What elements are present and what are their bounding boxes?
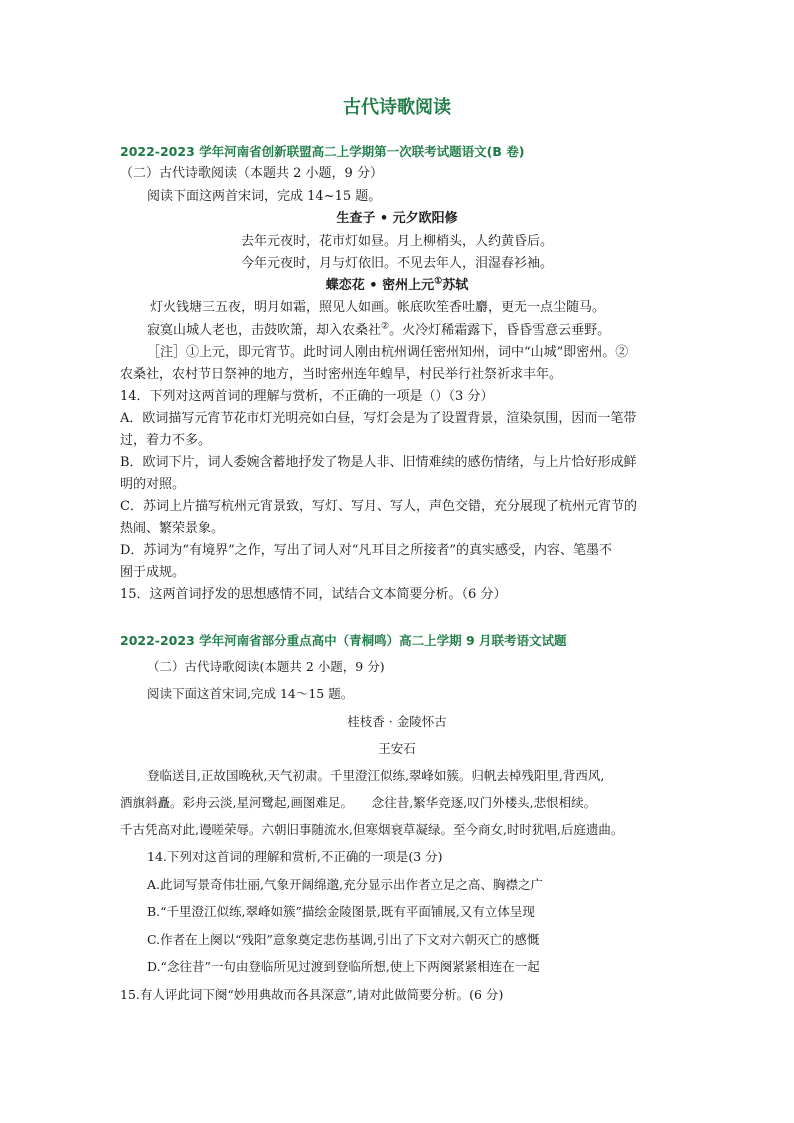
option-line: 囿于成规。 bbox=[120, 565, 186, 580]
option-a: A.此词写景奇伟壮丽,气象开阔绵邈,充分显示出作者立足之高、胸襟之广 bbox=[147, 877, 543, 892]
option-b: B.“千里澄江似练,翠峰如簇”描绘金陵图景,既有平面铺展,又有立体呈现 bbox=[147, 904, 535, 919]
section2-instruction: 阅读下面这首宋词,完成 14～15 题。 bbox=[147, 686, 354, 701]
section1-instruction: 阅读下面这两首宋词，完成 14~15 题。 bbox=[147, 189, 382, 204]
poem2-line-2 bbox=[147, 321, 610, 341]
option-c: C.作者在上阕以“残阳”意象奠定悲伤基调,引出了下文对六朝灭亡的感慨 bbox=[147, 932, 540, 947]
option-line: 热闹、繁荣景象。 bbox=[120, 521, 225, 536]
option-line: C．苏词上片描写杭州元宵景致，写灯、写月、写人，声色交错，充分展现了杭州元宵节的 bbox=[120, 499, 637, 514]
poem2-title bbox=[0, 276, 794, 296]
section2-source: 2022-2023 学年河南省部分重点高中（青桐鸣）高二上学期 9 月联考语文试题 bbox=[120, 633, 567, 648]
footnote-mark: ② bbox=[381, 321, 390, 332]
option-line: B．欧词下片，词人委婉含蓄地抒发了物是人非、旧情难续的感伤情绪，与上片恰好形成鲜 bbox=[120, 455, 637, 470]
poem2-line-2-rest: 。火冷灯稀霜露下，昏昏雪意云垂野。 bbox=[389, 323, 611, 338]
section1-heading: （二）古代诗歌阅读（本题共 2 小题，9 分） bbox=[120, 166, 383, 181]
page-title: 古代诗歌阅读 bbox=[343, 97, 451, 118]
option-line: A．欧词描写元宵节花市灯光明亮如白昼，写灯会是为了设置背景，渲染氛围，因而一笔带 bbox=[120, 411, 637, 426]
poem1-line-1: 去年元夜时，花市灯如昼。月上柳梢头，人约黄昏后。 bbox=[240, 234, 553, 249]
q15-stem: 15．这两首词抒发的思想感情不同，试结合文本简要分析。（6 分） bbox=[120, 587, 507, 602]
poem3-line-2: 酒旗斜矗。彩舟云淡,星河鹭起,画图难足。 念往昔,繁华竞逐,叹门外楼头,悲恨相续。 bbox=[120, 795, 597, 810]
poem3-line-1: 登临送目,正故国晚秋,天气初肃。千里澄江似练,翠峰如簇。归帆去棹残阳里,背西风, bbox=[147, 768, 605, 783]
q14-stem-2: 14.下列对这首词的理解和赏析,不正确的一项是(3 分) bbox=[147, 849, 443, 864]
poem2-author: 苏轼 bbox=[442, 278, 469, 293]
option-d: D.“念往昔”一句由登临所见过渡到登临所想,使上下两阕紧紧相连在一起 bbox=[147, 959, 540, 974]
poem2-line-2-text: 寂寞山城人老也，击鼓吹箫，却入农桑社 bbox=[147, 323, 382, 338]
poem2-title-text: 蝶恋花 • 密州上元 bbox=[325, 278, 435, 293]
note-line-2: 农桑社，农村节日祭神的地方，当时密州连年蝗旱，村民举行社祭祈求丰年。 bbox=[120, 367, 563, 382]
section1-source: 2022-2023 学年河南省创新联盟高二上学期第一次联考试题语文(B 卷) bbox=[120, 144, 525, 159]
note-line-1: ［注］①上元，即元宵节。此时词人刚由杭州调任密州知州，词中“山城”即密州。② bbox=[147, 345, 629, 360]
poem3-line-3: 千古凭高对此,谩嗟荣辱。六朝旧事随流水,但寒烟衰草凝绿。至今商女,时时犹唱,后庭遗曲。 bbox=[120, 822, 624, 837]
option-line: D．苏词为“有境界”之作，写出了词人对“凡耳目之所接者”的真实感受，内容、笔墨不 bbox=[120, 543, 613, 558]
poem3-author: 王安石 bbox=[378, 741, 416, 756]
q15-stem-2: 15.有人评此词下阕“妙用典故而各具深意”,请对此做简要分析。(6 分) bbox=[120, 987, 504, 1002]
q14-stem: 14．下列对这两首词的理解与赏析，不正确的一项是（）（3 分） bbox=[120, 389, 494, 404]
footnote-mark: ① bbox=[434, 276, 443, 287]
poem3-title: 桂枝香 · 金陵怀古 bbox=[347, 714, 447, 729]
option-line: 明的对照。 bbox=[120, 477, 186, 492]
section2-heading: （二）古代诗歌阅读(本题共 2 小题，9 分) bbox=[147, 659, 385, 674]
poem1-line-2: 今年元夜时，月与灯依旧。不见去年人，泪湿春衫袖。 bbox=[240, 256, 553, 271]
poem2-line-1: 灯火钱塘三五夜，明月如霜，照见人如画。帐底吹笙香吐麝，更无一点尘随马。 bbox=[150, 300, 606, 315]
option-line: 过，着力不多。 bbox=[120, 433, 212, 448]
poem1-title: 生查子 • 元夕欧阳修 bbox=[336, 211, 458, 226]
